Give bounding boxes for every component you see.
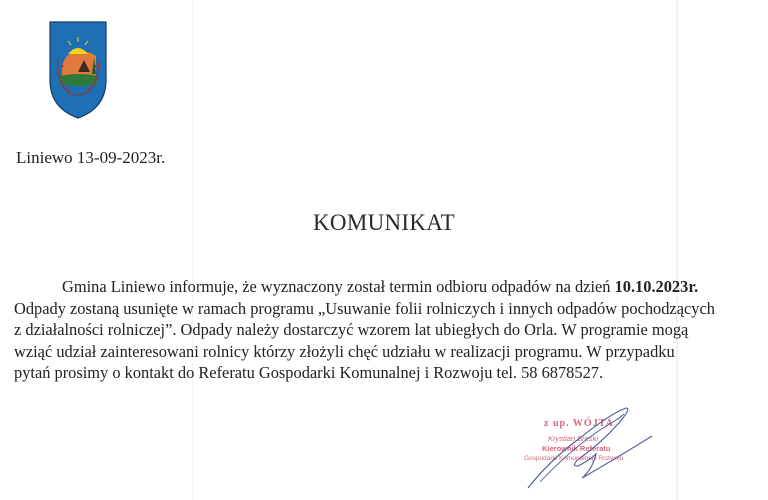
body-line: Gmina Liniewo informuje, że wyznaczony został termin odbioru odpadów na dzień 10.10.2023r. — [62, 277, 699, 296]
body-line: wziąć udział zainteresowani rolnicy którzy złożyli chęć udziału w realizacji programu. W przypadku — [14, 341, 675, 361]
body-line: z działalności rolniczej”. Odpady należy dostarczyć wzorem lat ubiegłych do Orla. W programie mogą — [14, 320, 689, 340]
stamp-line: z up. WÓJTA — [544, 418, 614, 429]
stamp-line: Gospodarki Komunalnej i Rozwoju — [524, 455, 624, 462]
stamp-line: Kierownik Referatu — [542, 444, 611, 453]
body-line: pytań prosimy o kontakt do Referatu Gospodarki Komunalnej i Rozwoju tel. 58 6878527. — [14, 363, 604, 383]
collection-date: 10.10.2023r. — [614, 277, 699, 296]
stamp-line: Krystian Breski — [548, 434, 599, 443]
announcement-body — [14, 276, 754, 384]
handwritten-signature-icon — [520, 400, 670, 495]
document-title: KOMUNIKAT — [313, 210, 455, 235]
municipal-coat-of-arms-icon — [48, 20, 108, 120]
scan-fold-line — [676, 0, 678, 500]
body-line: Odpady zostaną usunięte w ramach programu „Usuwanie folii rolniczych i innych odpadów pochodzących — [14, 298, 715, 318]
scan-fold-line — [192, 0, 193, 500]
place-date: Liniewo 13-09-2023r. — [16, 148, 166, 167]
